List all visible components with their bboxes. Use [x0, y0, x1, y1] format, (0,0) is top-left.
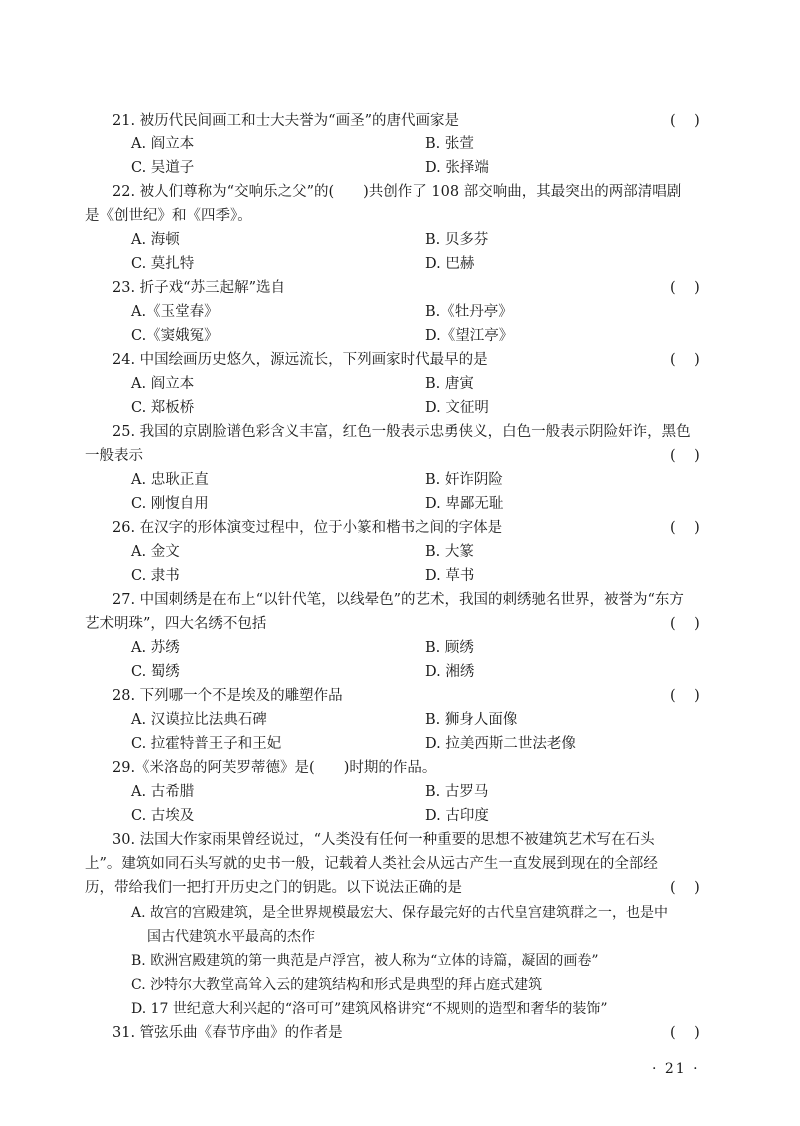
- q22-option-c: C. 莫扎特: [131, 256, 195, 272]
- question-23: 23. 折子戏“苏三起解”选自: [112, 280, 285, 296]
- q27-option-d: D. 湘绣: [425, 664, 475, 680]
- page-number: · 21 ·: [652, 1061, 700, 1077]
- question-22: 22. 被人们尊称为“交响乐之父”的( )共创作了 108 部交响曲，其最突出的两部清唱剧: [112, 184, 682, 200]
- answer-blank-27[interactable]: ( ): [670, 616, 700, 632]
- q21-option-d: D. 张择端: [425, 160, 489, 176]
- q25-option-a: A. 忠耿正直: [131, 472, 209, 488]
- question-24: 24. 中国绘画历史悠久，源远流长，下列画家时代最早的是: [112, 352, 488, 368]
- question-25-cont: 一般表示: [85, 448, 143, 464]
- q27-option-c: C. 蜀绣: [131, 664, 180, 680]
- answer-blank-25[interactable]: ( ): [670, 448, 700, 464]
- q22-option-a: A. 海顿: [131, 232, 180, 248]
- q24-option-a: A. 阎立本: [131, 376, 195, 392]
- q28-option-c: C. 拉霍特普王子和王妃: [131, 736, 282, 752]
- question-22-cont: 是《创世纪》和《四季》。: [85, 208, 252, 224]
- q25-option-c: C. 刚愎自用: [131, 496, 209, 512]
- q25-option-b: B. 奸诈阴险: [425, 472, 503, 488]
- q27-option-b: B. 顾绣: [425, 640, 474, 656]
- q26-option-d: D. 草书: [425, 568, 475, 584]
- answer-blank-26[interactable]: ( ): [670, 520, 700, 536]
- q23-option-b: B.《牡丹亭》: [425, 304, 513, 320]
- q29-option-b: B. 古罗马: [425, 784, 489, 800]
- q21-option-a: A. 阎立本: [131, 136, 195, 152]
- question-30: 30. 法国大作家雨果曾经说过，“人类没有任何一种重要的思想不被建筑艺术写在石头: [112, 832, 655, 848]
- q26-option-a: A. 金文: [131, 544, 180, 560]
- answer-blank-23[interactable]: ( ): [670, 280, 700, 296]
- q23-option-c: C.《窦娥冤》: [131, 328, 219, 344]
- question-25: 25. 我国的京剧脸谱色彩含义丰富，红色一般表示忠勇侠义，白色一般表示阴险奸诈，黑色: [112, 424, 691, 440]
- q30-option-d: D. 17 世纪意大利兴起的“洛可可”建筑风格讲究“不规则的造型和奢华的装饰”: [131, 1001, 608, 1017]
- answer-blank-28[interactable]: ( ): [670, 688, 700, 704]
- question-29: 29.《米洛岛的阿芙罗蒂德》是( )时期的作品。: [112, 760, 437, 776]
- q28-option-b: B. 狮身人面像: [425, 712, 518, 728]
- q23-option-d: D.《望江亭》: [425, 328, 514, 344]
- q21-option-c: C. 吴道子: [131, 160, 195, 176]
- question-31: 31. 管弦乐曲《春节序曲》的作者是: [112, 1025, 343, 1041]
- q25-option-d: D. 卑鄙无耻: [425, 496, 504, 512]
- q30-option-a-cont: 国古代建筑水平最高的杰作: [147, 929, 315, 945]
- question-30-cont-2: 历，带给我们一把打开历史之门的钥匙。以下说法正确的是: [85, 880, 462, 896]
- q27-option-a: A. 苏绣: [131, 640, 180, 656]
- question-27: 27. 中国刺绣是在布上“以针代笔，以线晕色”的艺术，我国的刺绣驰名世界，被誉为“东方: [112, 592, 684, 608]
- answer-blank-31[interactable]: ( ): [670, 1025, 700, 1041]
- q28-option-d: D. 拉美西斯二世法老像: [425, 736, 576, 752]
- answer-blank-24[interactable]: ( ): [670, 352, 700, 368]
- q24-option-c: C. 郑板桥: [131, 400, 195, 416]
- question-30-cont-1: 上”。建筑如同石头写就的史书一般，记载着人类社会从远古产生一直发展到现在的全部经: [85, 856, 658, 872]
- q29-option-d: D. 古印度: [425, 808, 489, 824]
- q24-option-d: D. 文征明: [425, 400, 489, 416]
- q26-option-b: B. 大篆: [425, 544, 474, 560]
- q28-option-a: A. 汉谟拉比法典石碑: [131, 712, 267, 728]
- q30-option-a: A. 故宫的宫殿建筑，是全世界规模最宏大、保存最完好的古代皇宫建筑群之一，也是中: [131, 905, 669, 921]
- q24-option-b: B. 唐寅: [425, 376, 474, 392]
- answer-blank-30[interactable]: ( ): [670, 880, 700, 896]
- question-28: 28. 下列哪一个不是埃及的雕塑作品: [112, 688, 343, 704]
- q22-option-b: B. 贝多芬: [425, 232, 489, 248]
- q21-option-b: B. 张萱: [425, 136, 474, 152]
- question-21: 21. 被历代民间画工和士大夫誉为“画圣”的唐代画家是: [112, 113, 459, 129]
- q23-option-a: A.《玉堂春》: [131, 304, 219, 320]
- question-27-cont: 艺术明珠”，四大名绣不包括: [85, 616, 267, 632]
- q29-option-c: C. 古埃及: [131, 808, 195, 824]
- q30-option-c: C. 沙特尔大教堂高耸入云的建筑结构和形式是典型的拜占庭式建筑: [131, 977, 543, 993]
- q29-option-a: A. 古希腊: [131, 784, 195, 800]
- q26-option-c: C. 隶书: [131, 568, 180, 584]
- question-26: 26. 在汉字的形体演变过程中，位于小篆和楷书之间的字体是: [112, 520, 503, 536]
- answer-blank-21[interactable]: ( ): [670, 113, 700, 129]
- q22-option-d: D. 巴赫: [425, 256, 475, 272]
- q30-option-b: B. 欧洲宫殿建筑的第一典范是卢浮宫，被人称为“立体的诗篇，凝固的画卷”: [131, 953, 599, 969]
